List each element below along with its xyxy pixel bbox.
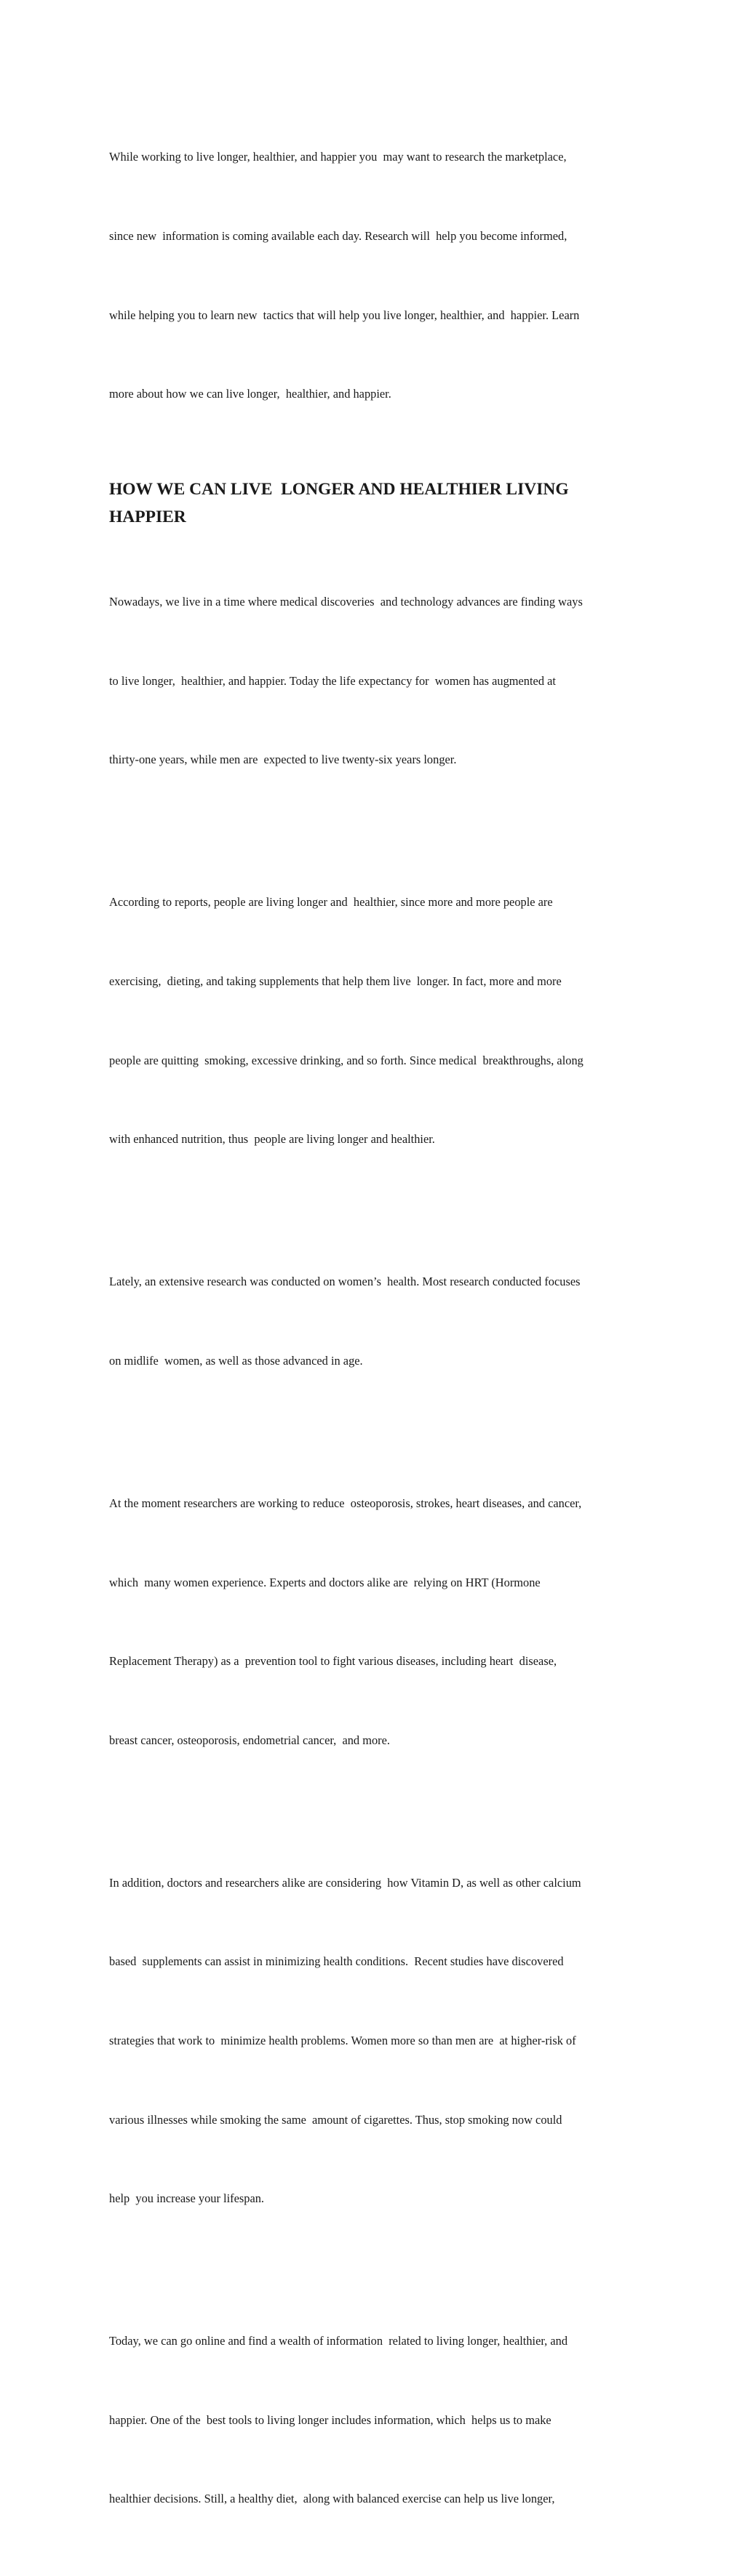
text-line: more about how we can live longer, healthier, and happier.	[109, 387, 391, 401]
text-line: strategies that work to minimize health problems. Women more so than men are at higher-risk of	[109, 2034, 576, 2048]
text-line: Lately, an extensive research was conducted on women’s health. Most research conducted focuses	[109, 1275, 581, 1289]
paragraph	[109, 1216, 648, 1427]
text-line: breast cancer, osteoporosis, endometrial cancer, and more.	[109, 1733, 390, 1747]
text-line: At the moment researchers are working to reduce osteoporosis, strokes, heart diseases, and cancer,	[109, 1496, 582, 1510]
text-line: Today, we can go online and find a wealth of information related to living longer, healthier, and	[109, 2334, 568, 2348]
paragraph	[109, 1438, 648, 1807]
paragraph	[109, 2276, 648, 2565]
paragraph	[109, 837, 648, 1205]
text-line: with enhanced nutrition, thus people are living longer and healthier.	[109, 1132, 435, 1147]
paragraph	[109, 1817, 648, 2264]
text-line: Nowadays, we live in a time where medical discoveries and technology advances are finding ways	[109, 595, 583, 609]
document-body	[109, 92, 648, 2576]
text-line: Replacement Therapy) as a prevention tool to fight various diseases, including heart disease,	[109, 1654, 557, 1669]
intro-paragraph	[109, 92, 648, 460]
section-heading	[109, 476, 648, 531]
text-line: which many women experience. Experts and doctors alike are relying on HRT (Hormone	[109, 1575, 541, 1589]
text-line: happier. One of the best tools to living longer includes information, which helps us to make	[109, 2412, 551, 2427]
text-line: According to reports, people are living longer and healthier, since more and more people are	[109, 895, 553, 910]
paragraph	[109, 537, 648, 826]
text-line: on midlife women, as well as those advanced in age.	[109, 1353, 363, 1368]
heading-line: HOW WE CAN LIVE LONGER AND HEALTHIER LIVING	[109, 479, 569, 499]
text-line: thirty-one years, while men are expected to live twenty-six years longer.	[109, 753, 457, 767]
text-line: while helping you to learn new tactics that will help you live longer, healthier, and happier. Learn	[109, 308, 580, 322]
text-line: healthier decisions. Still, a healthy diet, along with balanced exercise can help us live longer,	[109, 2492, 555, 2506]
text-line: various illnesses while smoking the same amount of cigarettes. Thus, stop smoking now could	[109, 2112, 562, 2127]
text-line: help you increase your lifespan.	[109, 2191, 265, 2206]
text-line: to live longer, healthier, and happier. Today the life expectancy for women has augmented at	[109, 673, 556, 688]
text-line: While working to live longer, healthier, and happier you may want to research the marketplace,	[109, 150, 567, 164]
text-line: since new information is coming available each day. Research will help you become informed,	[109, 229, 567, 244]
heading-line: HAPPIER	[109, 507, 186, 526]
text-line: In addition, doctors and researchers alike are considering how Vitamin D, as well as other calcium	[109, 1875, 581, 1890]
text-line: people are quitting smoking, excessive drinking, and so forth. Since medical breakthroughs, along	[109, 1053, 583, 1067]
text-line: based supplements can assist in minimizing health conditions. Recent studies have discovered	[109, 1954, 564, 1969]
text-line: exercising, dieting, and taking supplements that help them live longer. In fact, more and more	[109, 974, 562, 989]
